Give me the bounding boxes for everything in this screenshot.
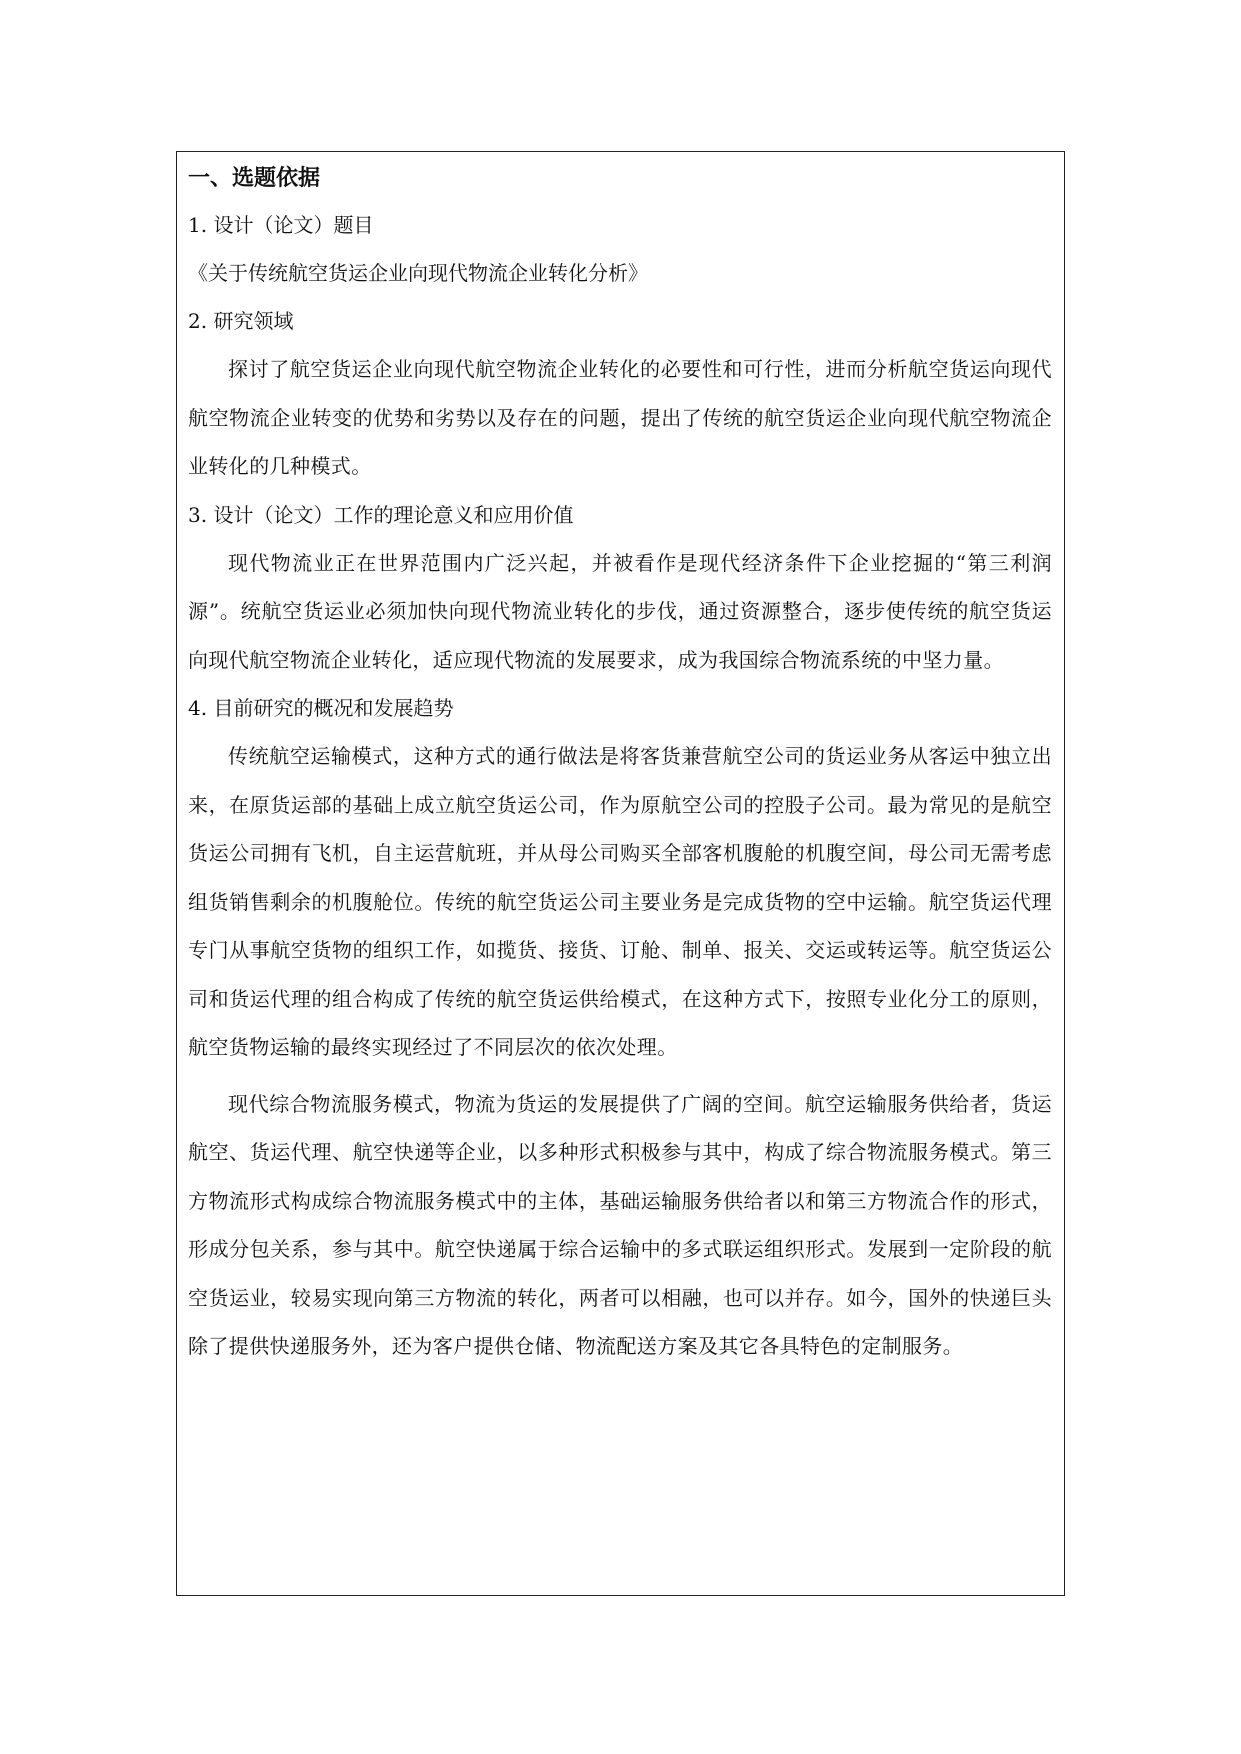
significance-heading: 3. 设计（论文）工作的理论意义和应用价值: [188, 502, 574, 527]
form-table-cell: [176, 151, 1065, 1596]
section-content: [188, 163, 1052, 1371]
research-status-paragraph-1: 传统航空运输模式，这种方式的通行做法是将客货兼营航空公司的货运业务从客运中独立出来，在原货运部的基础上成立航空货运公司，作为原航空公司的控股子公司。最为常见的是航空货运公司拥有飞机，自主运营航班，并从母公司购买全部客机腹舱的机腹空间，母公司无需考虑组货销售剩余的机腹舱位。传统的航空货运公司主要业务是完成货物的空中运输。航空货运代理专门从事航空货物的组织工作，如揽货、接货、订舱、制单、报关、交运或转运等。航空货运公司和货运代理的组合构成了传统的航空货运供给模式，在这种方式下，按照专业化分工的原则，航空货物运输的最终实现经过了不同层次的依次处理。: [188, 744, 1052, 1059]
research-status-heading: 4. 目前研究的概况和发展趋势: [188, 696, 454, 720]
significance-paragraph: 现代物流业正在世界范围内广泛兴起，并被看作是现代经济条件下企业挖掘的“第三利润源”。统航空货运业必须加快向现代物流业转化的步伐，通过资源整合，逐步使传统的航空货运向现代航空物流企业转化，适应现代物流的发展要求，成为我国综合物流系统的中坚力量。: [188, 550, 1052, 672]
research-field-heading: 2. 研究领域: [188, 309, 294, 333]
topic-heading: 1. 设计（论文）题目: [188, 213, 374, 237]
topic-title: 《关于传统航空货运企业向现代物流企业转化分析》: [188, 261, 648, 285]
section-title: 一、选题依据: [188, 165, 321, 191]
research-field-paragraph: 探讨了航空货运企业向现代航空物流企业转化的必要性和可行性，进而分析航空货运向现代航空物流企业转变的优势和劣势以及存在的问题，提出了传统的航空货运企业向现代航空物流企业转化的几种模式。: [188, 357, 1052, 478]
research-status-paragraph-2: 现代综合物流服务模式，物流为货运的发展提供了广阔的空间。航空运输服务供给者，货运航空、货运代理、航空快递等企业，以多种形式积极参与其中，构成了综合物流服务模式。第三方物流形式构成综合物流服务模式中的主体，基础运输服务供给者以和第三方物流合作的形式，形成分包关系，参与其中。航空快递属于综合运输中的多式联运组织形式。发展到一定阶段的航空货运业，较易实现向第三方物流的转化，两者可以相融，也可以并存。如今，国外的快递巨头除了提供快递服务外，还为客户提供仓储、物流配送方案及其它各具特色的定制服务。: [188, 1091, 1052, 1358]
